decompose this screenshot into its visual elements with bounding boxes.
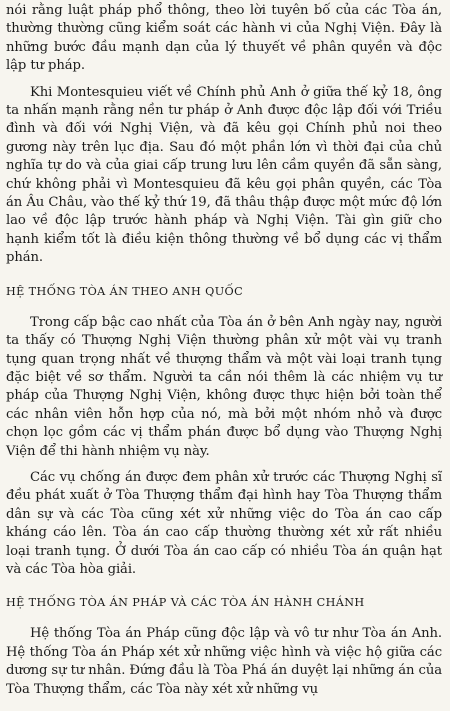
section-heading-anh: HỆ THỐNG TÒA ÁN THEO ANH QUỐC — [6, 284, 244, 298]
paragraph-4: Các vụ chống án được đem phân xử trước các Thượng Nghị sĩ đều phát xuất ở Tòa Thượng thẩm đại hình hay Tòa Thượng thẩm dân sự và các Tòa cũng xét xử những việc do Tòa án cao cấp kháng cáo lên. Tòa án cao cấp thường thường xét xử rất nhiều loại tranh tụng. Ở dưới Tòa án cao cấp có nhiều Tòa án quận hạt và các Tòa hòa giải. — [6, 469, 442, 577]
paragraph-2: Khi Montesquieu viết về Chính phủ Anh ở giữa thế kỷ 18, ông ta nhấn mạnh rằng nền tư pháp ở Anh được độc lập đối với Triều đình và đối với Nghị Viện, và đã kêu gọi Chính phủ noi theo gương này trên lục địa. Sau đó một phần lớn vì thời đại của chủ nghĩa tự do và của giai cấp trung lưu lên cầm quyền đã sẵn sàng, chứ không phải vì Montesquieu đã kêu gọi phân quyền, các Tòa án Âu Châu, vào thế kỷ thứ 19, đã thâu thập được một mức độ lớn lao về độc lập trước hành pháp và Nghị Viện. Tài gìn giữ cho hạnh kiểm tốt là điều kiện thông thường về bổ dụng các vị thẩm phán. — [6, 84, 442, 266]
section-heading-phap: HỆ THỐNG TÒA ÁN PHÁP VÀ CÁC TÒA ÁN HÀNH CHÁNH — [6, 596, 365, 610]
paragraph-5: Hệ thống Tòa án Pháp cũng độc lập và vô tư như Tòa án Anh. Hệ thống Tòa án Pháp xét xử những việc hình và việc hộ giữa các dương sự tư nhân. Đứng đầu là Tòa Phá án duyệt lại những án của Tòa Thượng thẩm, các Tòa này xét xử những vụ — [6, 626, 442, 697]
paragraph-3: Trong cấp bậc cao nhất của Tòa án ở bên Anh ngày nay, người ta thấy có Thượng Nghị Viện thường phân xử một vài vụ tranh tụng quan trọng nhất về thượng thẩm và một vài loại tranh tụng đặc biệt về sơ thẩm. Người ta cần nói thêm là các nhiệm vụ tư pháp của Thượng Nghị Viện, không được thực hiện bởi toàn thể các nhân viên hỗn hợp của nó, mà bởi một nhóm nhỏ và được chọn lọc gồm các vị thẩm phán được bổ dụng vào Thượng Nghị Viện để thi hành nhiệm vụ này. — [6, 314, 442, 459]
paragraph-1: nói rằng luật pháp phổ thông, theo lời tuyên bố của các Tòa án, thường thường cũng kiểm soát các hành vi của Nghị Viện. Đây là những bước đầu mạnh dạn của lý thuyết về phân quyền và độc lập tư pháp. — [6, 3, 442, 74]
